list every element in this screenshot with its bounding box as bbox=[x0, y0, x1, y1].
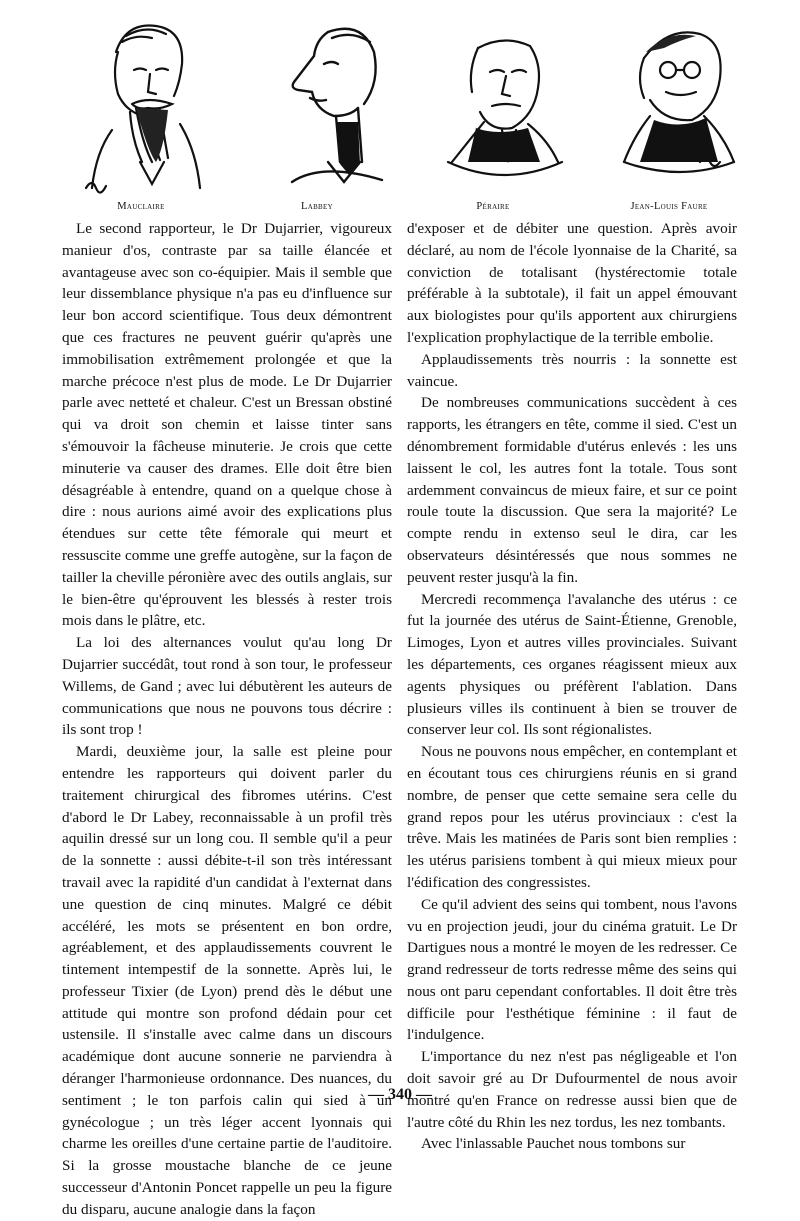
caricature-strip bbox=[56, 12, 756, 217]
mauclaire-drawing-icon bbox=[56, 12, 226, 200]
page-number: — 340 — bbox=[368, 1086, 432, 1103]
paragraph: La loi des alternances voulut qu'au long Dr Dujarrier succédât, tout rond à son tour, le professeur Willems, de Gand ; avec lui débutèrent les auteurs de communications que nous ne pouvons tous décrire : ils sont trop ! bbox=[62, 634, 392, 739]
peraire-drawing-icon bbox=[408, 12, 578, 200]
caricature-mauclaire bbox=[56, 12, 226, 217]
paragraph: L'importance du nez n'est pas négligeable et l'on doit savoir gré au Dr Dufourmentel de nous avoir montré qu'en France on redresse aussi bien que de l'autre côté du Rhin les nez tordus, les nez tombants. bbox=[407, 1048, 737, 1131]
caption-faure: Jean-Louis Faure bbox=[630, 201, 708, 212]
paragraph: Mardi, deuxième jour, la salle est pleine pour entendre les rapporteurs qui doivent parler du traitement chirurgical des fibromes utérins. C'est d'abord le Dr Labey, reconnaissable à un profil très aquilin dressé sur un long cou. Il semble qu'il a peur de la sonnette : aussi débite-t-il son très intéressant travail avec la rapidité d'un candidat à l'externat dans une question de cinq minutes. Malgré ce débit accéléré, les mots se présentent en bon ordre, agréablement, et des applaudissements couvrent le tintement intempestif de la sonnette. Après lui, le professeur Tixier (de Lyon) prend dès le début une attitude qui montre son profond dédain pour cet ustensile. Il s'installe avec calme dans un discours académique dont aucune sonnerie ne parviendra à déranger l'harmonieuse ordonnance. Des nuances, du sentiment ; le ton parfois calin qui sied à un gynécologue ; un très léger accent lyonnais qui charme les oreilles d'une certaine partie de l'auditoire. Si la grosse moustache blanche de ce jeune successeur d'Antonin Poncet rappelle un peu la figure du disparu, aucune analogie dans la façon bbox=[62, 743, 392, 1218]
paragraph: d'exposer et de débiter une question. Après avoir déclaré, au nom de l'école lyonnaise de la Charité, sa conviction de totalisant (hystérectomie totale préférable à la subtotale), il fait un appel émouvant aux biologistes pour qu'ils apportent aux chirurgiens l'explication prophylactique de la terrible embolie. bbox=[407, 220, 737, 346]
left-column bbox=[62, 218, 392, 1221]
caricature-peraire bbox=[408, 12, 578, 217]
caption-labbey: Labbey bbox=[301, 201, 333, 212]
paragraph: Avec l'inlassable Pauchet nous tombons sur bbox=[421, 1135, 686, 1153]
paragraph: De nombreuses communications succèdent à ces rapports, les étrangers en tête, comme il sied. C'est un dénombrement formidable d'utérus enlevés : les uns laissent le col, les autres font la totale. Tous sont ardemment convaincus de mieux faire, et sur ce point roule toute la discussion. Que sera la majorité? Le compte rendu in extenso seul le dira, car les observateurs désintéressés que nous sommes ne peuvent rester jusqu'à la fin. bbox=[407, 394, 737, 586]
caption-mauclaire: Mauclaire bbox=[117, 201, 165, 212]
faure-drawing-icon bbox=[584, 12, 754, 200]
paragraph: Mercredi recommença l'avalanche des utérus : ce fut la journée des utérus de Saint-Étienne, Grenoble, Limoges, Lyon et autres villes provinciales. Suivant les départements, ces organes réagissent mieux aux agents physiques ou préfèrent l'ablation. Dans plusieurs villes ils continuent à bien se trouver de conserver leur col. Ils sont régionalistes. bbox=[407, 590, 737, 739]
right-column bbox=[407, 218, 737, 1155]
labbey-drawing-icon bbox=[232, 12, 402, 200]
paragraph: Applaudissements très nourris : la sonnette est vaincue. bbox=[407, 350, 737, 390]
caricature-faure bbox=[584, 12, 754, 217]
paragraph: Nous ne pouvons nous empêcher, en contemplant et en écoutant tous ces chirurgiens réunis en si grand nombre, de penser que cette semaine sera celle du grand repos pour les utérus provinciaux : c'est la trêve. Mais les matinées de Paris sont bien remplies : les utérus parisiens tombent à qui mieux mieux pour l'édification des congressistes. bbox=[407, 743, 737, 891]
paragraph: Le second rapporteur, le Dr Dujarrier, vigoureux manieur d'os, contraste par sa taille élancée et avantageuse avec son co-équipier. Mais il semble que leur dissemblance physique n'a pas eu d'influence sur leur bon accord scientifique. Tous deux démontrent que ces fractures ne peuvent guérir qu'après une immobilisation extrêmement prolongée et que la marche précoce n'est plus de mode. Le Dr Dujarrier parle avec netteté et chaleur. C'est un Bressan obstiné qui va droit son chemin et laisse tinter sans s'émouvoir la fâcheuse minuterie. Je crois que cette minuterie va causer des drames. Elle doit être bien désagréable à entendre, quand on a quelque chose à dire : nous aurions aimé avoir des explications plus étendues sur cette tête fémorale qui meurt et ressuscite comme une greffe autogène, sur la façon de tailler la cheville péronière avec des outils anglais, sur le bien-être qu'éprouvent les blessés à rester trois mois dans le plâtre, etc. bbox=[62, 220, 392, 630]
caricature-labbey bbox=[232, 12, 402, 217]
paragraph: Ce qu'il advient des seins qui tombent, nous l'avons vu en projection jeudi, jour du cinéma gratuit. Le Dr Dartigues nous a montré le moyen de les redresser. Ce grand redresseur de torts redresse même des seins qui nous ont paru cependant confortables. Il doit être très difficile pour l'esthétique féminine : il faut de l'indulgence. bbox=[407, 895, 737, 1044]
caption-peraire: Péraire bbox=[476, 201, 510, 212]
